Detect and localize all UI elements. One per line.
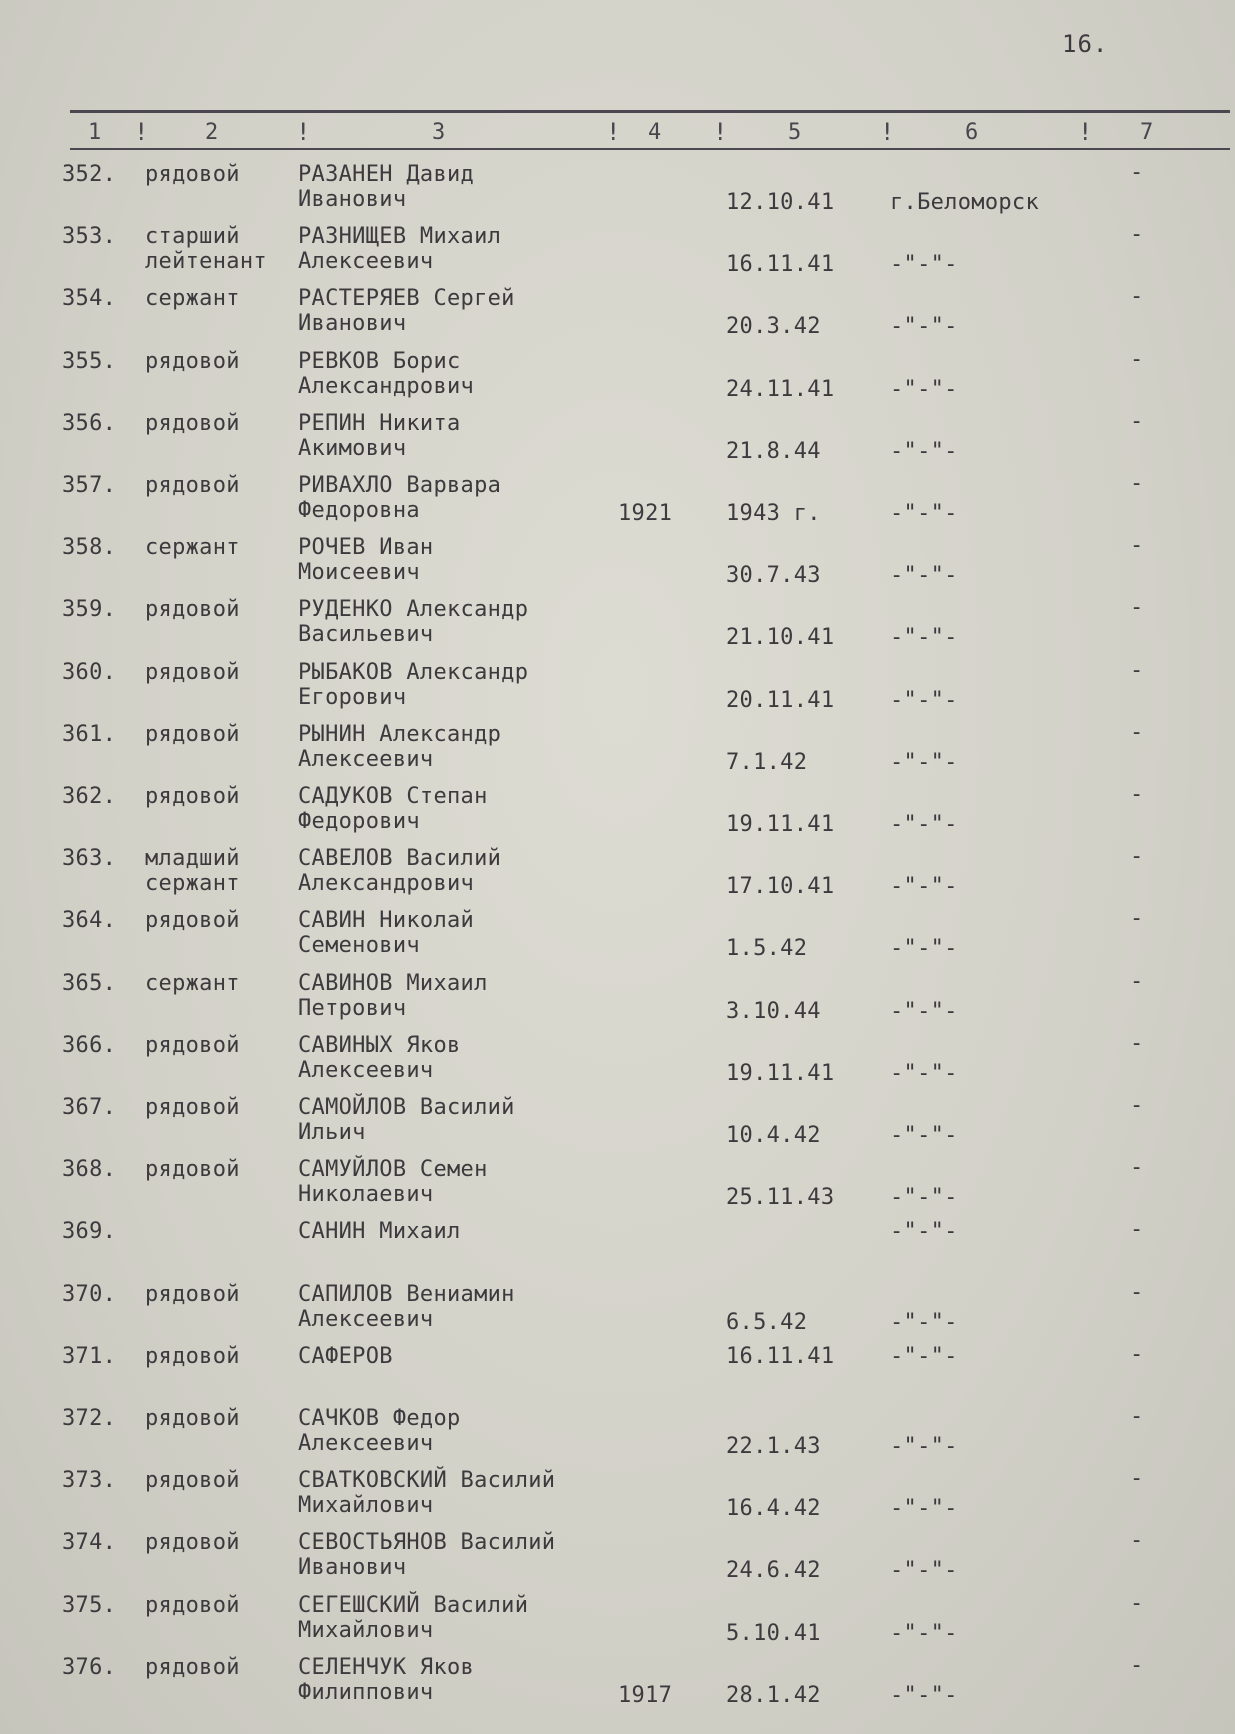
rank: рядовой <box>145 784 240 809</box>
column-separator: ! <box>606 118 621 146</box>
patronymic: Филиппович <box>298 1679 434 1705</box>
patronymic: Петрович <box>298 995 407 1021</box>
date: 10.4.42 <box>726 1123 821 1148</box>
date: 21.8.44 <box>726 438 821 464</box>
row-number: 375. <box>62 1592 117 1618</box>
note: - <box>1130 346 1144 372</box>
row-number: 357. <box>62 473 117 498</box>
column-separator: ! <box>1078 118 1093 146</box>
date: 20.11.41 <box>726 687 835 713</box>
note: - <box>1130 1404 1144 1429</box>
rank: рядовой <box>145 1406 240 1431</box>
place: -"-"- <box>890 1309 958 1335</box>
row-number: 352. <box>62 162 117 187</box>
surname-name: РАЗНИЩЕВ Михаил <box>298 224 502 250</box>
date: 20.3.42 <box>726 314 821 340</box>
place: -"-"- <box>890 874 958 900</box>
place: -"-"- <box>890 1219 958 1245</box>
rank-line-1: младший <box>145 846 240 872</box>
column-header-2: 2 <box>205 120 219 145</box>
rank: рядовой <box>145 1157 240 1183</box>
place: -"-"- <box>890 252 958 278</box>
date: 22.1.43 <box>726 1434 821 1459</box>
column-separator: ! <box>134 118 149 146</box>
date: 16.11.41 <box>726 1343 835 1369</box>
date: 19.11.41 <box>726 1060 835 1086</box>
note: - <box>1130 1652 1144 1678</box>
patronymic: Федорович <box>298 809 420 834</box>
rank <box>145 846 240 896</box>
table-row <box>0 533 1235 595</box>
surname-name: САМОЙЛОВ Василий <box>298 1095 515 1120</box>
patronymic: Иванович <box>298 187 407 212</box>
note: - <box>1130 160 1144 185</box>
place: -"-"- <box>890 1620 958 1646</box>
surname-name: САВИН Николай <box>298 908 475 934</box>
place: -"-"- <box>890 1343 958 1369</box>
birth-year: 1921 <box>618 501 673 526</box>
rank: рядовой <box>145 162 240 187</box>
rank: рядовой <box>145 1468 240 1494</box>
rank: рядовой <box>145 1530 240 1556</box>
note: - <box>1130 1528 1144 1554</box>
table-row <box>0 1528 1235 1590</box>
date: 12.10.41 <box>726 190 835 215</box>
table-row <box>0 595 1235 657</box>
column-separator: ! <box>713 118 728 146</box>
patronymic: Алексеевич <box>298 249 434 275</box>
row-number: 358. <box>62 535 117 561</box>
row-number: 370. <box>62 1281 117 1307</box>
surname-name: САЧКОВ Федор <box>298 1406 461 1431</box>
rank-line-1: старший <box>145 224 240 250</box>
note: - <box>1130 657 1144 683</box>
place: -"-"- <box>890 376 958 402</box>
note: - <box>1130 1466 1144 1492</box>
place: -"-"- <box>890 1682 958 1708</box>
rank: рядовой <box>145 1654 240 1680</box>
column-header-1: 1 <box>88 120 102 145</box>
place: -"-"- <box>890 438 958 464</box>
note: - <box>1130 408 1144 434</box>
row-number: 366. <box>62 1032 117 1058</box>
patronymic: Иванович <box>298 1555 407 1581</box>
row-number: 359. <box>62 597 117 623</box>
row-number: 365. <box>62 970 117 996</box>
table-row <box>0 658 1235 720</box>
table-row <box>0 1217 1235 1279</box>
rank: рядовой <box>145 908 240 934</box>
table-row <box>0 782 1235 844</box>
note: - <box>1130 1590 1144 1616</box>
surname-name: САФЕРОВ <box>298 1343 393 1369</box>
surname-name: РЕПИН Никита <box>298 410 461 436</box>
note: - <box>1130 595 1144 621</box>
patronymic: Николаевич <box>298 1182 434 1208</box>
rank: рядовой <box>145 597 240 623</box>
rank: рядовой <box>145 1592 240 1618</box>
surname-name: САПИЛОВ Вениамин <box>298 1281 515 1307</box>
place: -"-"- <box>890 998 958 1024</box>
patronymic: Ильич <box>298 1120 366 1145</box>
note: - <box>1130 906 1144 932</box>
note: - <box>1130 719 1144 745</box>
date: 1943 г. <box>726 501 821 526</box>
table-row <box>0 844 1235 906</box>
column-separator: ! <box>296 118 311 146</box>
table-row <box>0 720 1235 782</box>
rank: рядовой <box>145 410 240 436</box>
row-number: 364. <box>62 908 117 934</box>
row-number: 363. <box>62 846 117 872</box>
rank: сержант <box>145 286 240 312</box>
surname-name: САМУЙЛОВ Семен <box>298 1157 488 1183</box>
column-header-7: 7 <box>1140 120 1154 145</box>
table-row <box>0 1342 1235 1404</box>
patronymic: Федоровна <box>298 498 420 523</box>
row-number: 356. <box>62 410 117 436</box>
place: -"-"- <box>890 1123 958 1148</box>
patronymic: Егорович <box>298 684 407 710</box>
surname-name: СЕГЕШСКИЙ Василий <box>298 1592 529 1618</box>
place: -"-"- <box>890 625 958 651</box>
rank: рядовой <box>145 473 240 498</box>
note: - <box>1130 968 1144 994</box>
row-number: 354. <box>62 286 117 312</box>
place: -"-"- <box>890 1558 958 1584</box>
rank: рядовой <box>145 1095 240 1120</box>
date: 1.5.42 <box>726 936 808 962</box>
surname-name: САВИНЫХ Яков <box>298 1032 461 1058</box>
rank: рядовой <box>145 659 240 685</box>
rank: сержант <box>145 970 240 996</box>
note: - <box>1130 471 1144 496</box>
row-number: 371. <box>62 1343 117 1369</box>
patronymic: Михайлович <box>298 1493 434 1519</box>
rank: рядовой <box>145 1032 240 1058</box>
table-row <box>0 347 1235 409</box>
rank <box>145 224 267 274</box>
patronymic: Иванович <box>298 311 407 337</box>
table-row <box>0 471 1235 533</box>
table-row <box>0 1280 1235 1342</box>
place: -"-"- <box>890 687 958 713</box>
surname-name: САНИН Михаил <box>298 1219 461 1245</box>
date: 25.11.43 <box>726 1185 835 1211</box>
date: 17.10.41 <box>726 874 835 900</box>
patronymic: Алексеевич <box>298 746 434 772</box>
row-number: 369. <box>62 1219 117 1245</box>
patronymic: Александрович <box>298 373 475 399</box>
patronymic: Алексеевич <box>298 1306 434 1332</box>
row-number: 362. <box>62 784 117 809</box>
date: 6.5.42 <box>726 1309 808 1335</box>
table-row <box>0 160 1235 222</box>
table-row <box>0 906 1235 968</box>
surname-name: САДУКОВ Степан <box>298 784 488 809</box>
rank: сержант <box>145 535 240 561</box>
date: 19.11.41 <box>726 812 835 837</box>
note: - <box>1130 782 1144 807</box>
note: - <box>1130 1093 1144 1118</box>
table-row <box>0 1466 1235 1528</box>
surname-name: РАЗАНЕН Давид <box>298 162 475 187</box>
patronymic: Алексеевич <box>298 1431 434 1456</box>
surname-name: СЕВОСТЬЯНОВ Василий <box>298 1530 556 1556</box>
note: - <box>1130 1341 1144 1367</box>
row-number: 372. <box>62 1406 117 1431</box>
surname-name: РЕВКОВ Борис <box>298 348 461 374</box>
place: -"-"- <box>890 1060 958 1086</box>
note: - <box>1130 1030 1144 1056</box>
row-number: 367. <box>62 1095 117 1120</box>
header-top-rule <box>70 110 1230 113</box>
note: - <box>1130 1217 1144 1243</box>
surname-name: СЕЛЕНЧУК Яков <box>298 1654 475 1680</box>
birth-year: 1917 <box>618 1682 673 1708</box>
surname-name: РОЧЕВ Иван <box>298 535 434 561</box>
note: - <box>1130 1279 1144 1305</box>
column-header-6: 6 <box>965 120 979 145</box>
row-number: 361. <box>62 721 117 747</box>
rank: рядовой <box>145 721 240 747</box>
row-number: 368. <box>62 1157 117 1183</box>
place: -"-"- <box>890 936 958 962</box>
note: - <box>1130 844 1144 870</box>
place: -"-"- <box>890 501 958 526</box>
patronymic: Семенович <box>298 933 420 959</box>
rank: рядовой <box>145 1281 240 1307</box>
column-header-3: 3 <box>432 120 446 145</box>
rank: рядовой <box>145 348 240 374</box>
place: -"-"- <box>890 1496 958 1522</box>
date: 16.11.41 <box>726 252 835 278</box>
column-header-4: 4 <box>648 120 662 145</box>
surname-name: СВАТКОВСКИЙ Василий <box>298 1468 556 1494</box>
date: 7.1.42 <box>726 749 808 775</box>
note: - <box>1130 1155 1144 1181</box>
header-bottom-rule <box>70 148 1230 150</box>
note: - <box>1130 284 1144 310</box>
table-row <box>0 1653 1235 1715</box>
row-number: 360. <box>62 659 117 685</box>
table-row <box>0 284 1235 346</box>
date: 16.4.42 <box>726 1496 821 1522</box>
note: - <box>1130 222 1144 248</box>
surname-name: САВИНОВ Михаил <box>298 970 488 996</box>
place: -"-"- <box>890 1185 958 1211</box>
surname-name: РЫНИН Александр <box>298 721 502 747</box>
date: 21.10.41 <box>726 625 835 651</box>
place: г.Беломорск <box>890 190 1039 215</box>
surname-name: РУДЕНКО Александр <box>298 597 529 623</box>
place: -"-"- <box>890 314 958 340</box>
surname-name: САВЕЛОВ Василий <box>298 846 502 872</box>
date: 24.11.41 <box>726 376 835 402</box>
table-row <box>0 1155 1235 1217</box>
surname-name: РАСТЕРЯЕВ Сергей <box>298 286 515 312</box>
surname-name: РИВАХЛО Варвара <box>298 473 502 498</box>
column-header-5: 5 <box>788 120 802 145</box>
place: -"-"- <box>890 563 958 589</box>
table-row <box>0 1031 1235 1093</box>
patronymic: Васильевич <box>298 622 434 648</box>
date: 3.10.44 <box>726 998 821 1024</box>
patronymic: Алексеевич <box>298 1057 434 1083</box>
date: 24.6.42 <box>726 1558 821 1584</box>
patronymic: Михайлович <box>298 1617 434 1643</box>
row-number: 373. <box>62 1468 117 1494</box>
patronymic: Акимович <box>298 435 407 461</box>
table-row <box>0 409 1235 471</box>
date: 28.1.42 <box>726 1682 821 1708</box>
rank: рядовой <box>145 1343 240 1369</box>
date: 5.10.41 <box>726 1620 821 1646</box>
table-row <box>0 1404 1235 1466</box>
note: - <box>1130 533 1144 559</box>
rank-line-2: лейтенант <box>145 249 267 275</box>
date: 30.7.43 <box>726 563 821 589</box>
table-row <box>0 969 1235 1031</box>
place: -"-"- <box>890 812 958 837</box>
place: -"-"- <box>890 1434 958 1459</box>
table-row <box>0 1093 1235 1155</box>
row-number: 376. <box>62 1654 117 1680</box>
table-row <box>0 222 1235 284</box>
place: -"-"- <box>890 749 958 775</box>
column-separator: ! <box>880 118 895 146</box>
patronymic: Александрович <box>298 871 475 897</box>
table-row <box>0 1591 1235 1653</box>
row-number: 374. <box>62 1530 117 1556</box>
page-number: 16. <box>1062 30 1109 58</box>
rank-line-2: сержант <box>145 871 240 897</box>
patronymic: Моисеевич <box>298 560 420 586</box>
row-number: 353. <box>62 224 117 250</box>
surname-name: РЫБАКОВ Александр <box>298 659 529 685</box>
row-number: 355. <box>62 348 117 374</box>
